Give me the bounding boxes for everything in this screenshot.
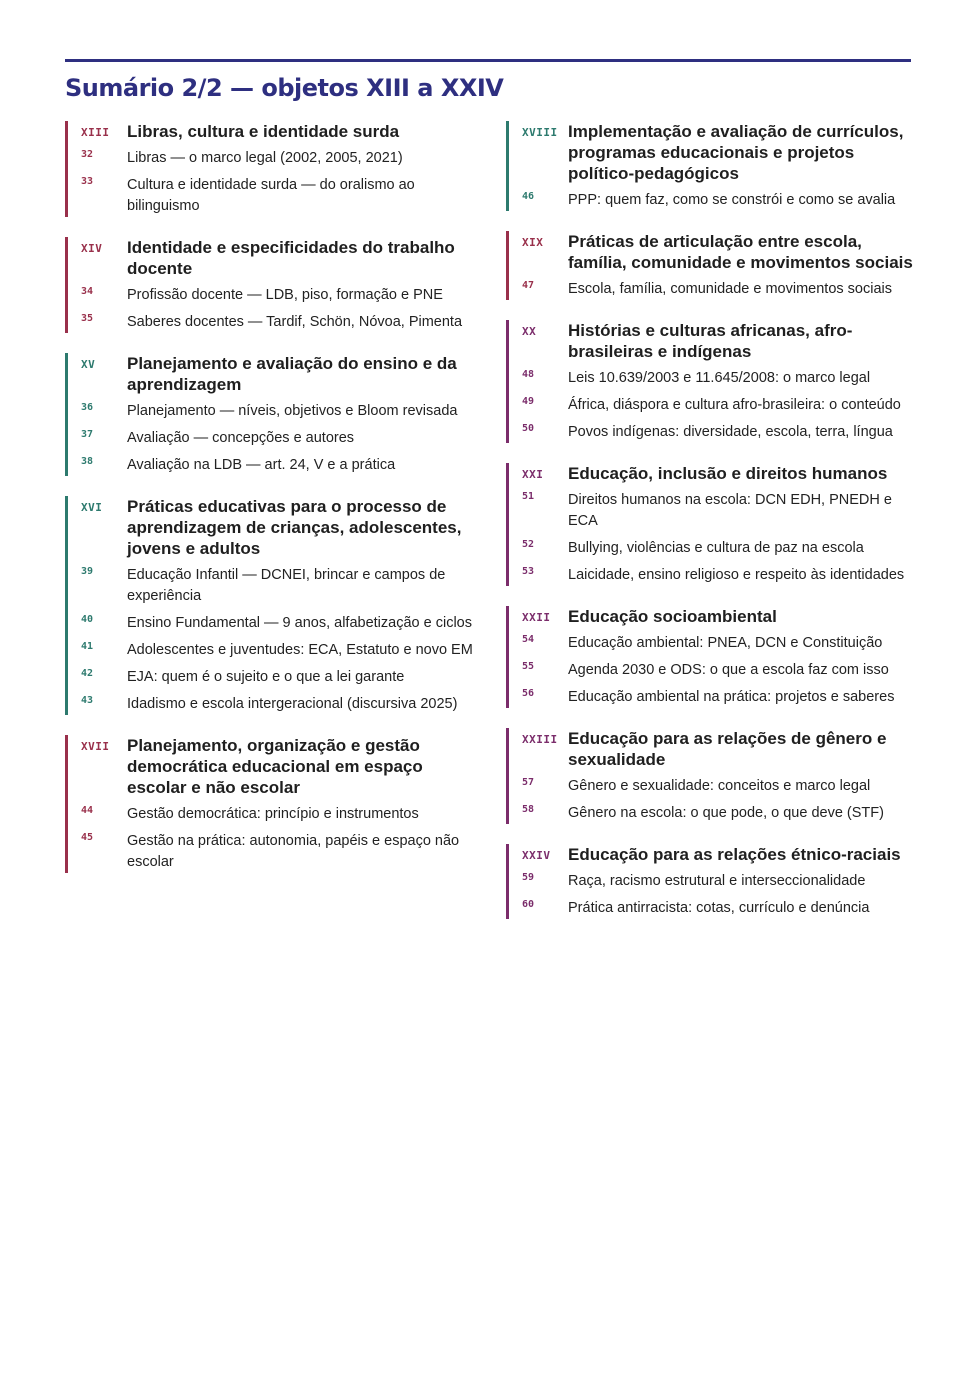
section-title: Educação para as relações étnico-raciais — [568, 845, 901, 864]
toc-section — [506, 231, 916, 300]
roman-numeral: XVI — [81, 501, 103, 514]
toc-item — [81, 401, 475, 422]
toc-item — [81, 613, 475, 634]
toc-section — [506, 606, 916, 708]
roman-numeral: XIII — [81, 126, 110, 139]
section-title: Libras, cultura e identidade surda — [127, 122, 400, 141]
section-header — [522, 463, 916, 484]
item-number: 51 — [522, 491, 535, 502]
item-number: 48 — [522, 369, 535, 380]
toc-item — [522, 368, 916, 389]
item-number: 34 — [81, 286, 94, 297]
item-number: 42 — [81, 668, 94, 679]
section-title: Educação socioambiental — [568, 607, 777, 626]
toc-item — [522, 565, 916, 586]
toc-item — [522, 660, 916, 681]
item-number: 57 — [522, 777, 535, 788]
toc-item — [81, 640, 475, 661]
roman-numeral: XXI — [522, 468, 544, 481]
top-rule — [65, 59, 911, 62]
toc-section — [506, 844, 916, 919]
roman-numeral: XVIII — [522, 126, 558, 139]
item-text: Libras — o marco legal (2002, 2005, 2021) — [127, 150, 403, 166]
item-number: 43 — [81, 695, 94, 706]
item-text: Profissão docente — LDB, piso, formação e PNE — [127, 287, 443, 303]
roman-numeral: XXII — [522, 611, 551, 624]
item-text: Agenda 2030 e ODS: o que a escola faz com isso — [568, 662, 889, 678]
toc-item — [81, 455, 475, 476]
item-number: 54 — [522, 634, 535, 645]
section-header — [81, 121, 475, 142]
item-number: 50 — [522, 423, 535, 434]
item-list — [522, 368, 916, 443]
toc-item — [81, 831, 475, 873]
item-text: Cultura e identidade surda — do oralismo ao bilinguismo — [127, 177, 415, 214]
toc-item — [522, 422, 916, 443]
toc-section — [506, 121, 916, 211]
toc-item — [522, 490, 916, 532]
item-number: 36 — [81, 402, 94, 413]
toc-item — [522, 279, 916, 300]
item-text: Avaliação na LDB — art. 24, V e a prática — [127, 457, 396, 473]
toc-section — [65, 353, 475, 476]
section-title: Planejamento e avaliação do ensino e da aprendizagem — [127, 354, 457, 394]
section-header — [81, 735, 475, 798]
item-text: PPP: quem faz, como se constrói e como se avalia — [568, 192, 896, 208]
toc-item — [81, 565, 475, 607]
item-number: 53 — [522, 566, 535, 577]
toc-item — [522, 395, 916, 416]
item-number: 33 — [81, 176, 94, 187]
item-number: 60 — [522, 899, 535, 910]
section-header — [81, 496, 475, 559]
item-text: EJA: quem é o sujeito e o que a lei garante — [127, 669, 405, 685]
item-text: Educação ambiental na prática: projetos e saberes — [568, 689, 895, 705]
toc-section — [65, 237, 475, 333]
item-number: 49 — [522, 396, 535, 407]
item-number: 58 — [522, 804, 535, 815]
toc-item — [81, 312, 475, 333]
item-list — [522, 776, 916, 824]
item-text: Avaliação — concepções e autores — [127, 430, 355, 446]
section-header — [81, 237, 475, 279]
toc-item — [522, 538, 916, 559]
item-list — [522, 190, 916, 211]
toc-item — [522, 633, 916, 654]
toc-item — [81, 694, 475, 715]
section-header — [522, 320, 916, 362]
item-text: Povos indígenas: diversidade, escola, terra, língua — [568, 424, 893, 440]
toc-item — [81, 175, 475, 217]
item-number: 45 — [81, 832, 94, 843]
item-text: Escola, família, comunidade e movimentos sociais — [568, 281, 892, 297]
section-title: Implementação e avaliação de currículos, programas educacionais e projetos político-pedagógicos — [568, 122, 904, 183]
roman-numeral: XXIV — [522, 849, 551, 862]
toc-section — [65, 735, 475, 873]
item-text: Gestão na prática: autonomia, papéis e espaço não escolar — [127, 833, 460, 870]
item-number: 44 — [81, 805, 94, 816]
toc-item — [81, 804, 475, 825]
item-text: Educação ambiental: PNEA, DCN e Constituição — [568, 635, 883, 651]
item-number: 38 — [81, 456, 94, 467]
item-list — [522, 490, 916, 586]
item-text: Ensino Fundamental — 9 anos, alfabetização e ciclos — [127, 615, 472, 631]
item-text: Adolescentes e juventudes: ECA, Estatuto e novo EM — [127, 642, 473, 658]
toc-item — [522, 190, 916, 211]
section-header — [522, 606, 916, 627]
section-header — [522, 844, 916, 865]
item-list — [522, 633, 916, 708]
item-number: 46 — [522, 191, 535, 202]
toc-item — [522, 898, 916, 919]
item-text: Planejamento — níveis, objetivos e Bloom revisada — [127, 403, 458, 419]
toc-item — [81, 285, 475, 306]
item-number: 59 — [522, 872, 535, 883]
item-text: África, diáspora e cultura afro-brasileira: o conteúdo — [568, 397, 901, 413]
item-list — [81, 285, 475, 333]
item-list — [522, 279, 916, 300]
item-text: Saberes docentes — Tardif, Schön, Nóvoa, Pimenta — [127, 314, 463, 330]
section-title: Práticas de articulação entre escola, família, comunidade e movimentos sociais — [568, 232, 913, 272]
toc-section — [65, 121, 475, 217]
roman-numeral: XV — [81, 358, 96, 371]
toc-item — [81, 148, 475, 169]
toc-item — [522, 687, 916, 708]
roman-numeral: XX — [522, 325, 537, 338]
item-text: Idadismo e escola intergeracional (discursiva 2025) — [127, 696, 458, 712]
item-number: 37 — [81, 429, 94, 440]
roman-numeral: XXIII — [522, 733, 558, 746]
item-number: 52 — [522, 539, 535, 550]
roman-numeral: XIV — [81, 242, 103, 255]
toc-item — [522, 776, 916, 797]
item-number: 40 — [81, 614, 94, 625]
section-title: Histórias e culturas africanas, afro-brasileiras e indígenas — [568, 321, 853, 361]
section-title: Educação, inclusão e direitos humanos — [568, 464, 888, 483]
item-text: Gestão democrática: princípio e instrumentos — [127, 806, 419, 822]
roman-numeral: XVII — [81, 740, 110, 753]
item-text: Raça, racismo estrutural e interseccionalidade — [568, 873, 866, 889]
item-list — [522, 871, 916, 919]
item-text: Gênero na escola: o que pode, o que deve (STF) — [568, 805, 884, 821]
section-header — [81, 353, 475, 395]
toc-item — [522, 803, 916, 824]
item-text: Bullying, violências e cultura de paz na escola — [568, 540, 864, 556]
item-list — [81, 148, 475, 217]
item-list — [81, 804, 475, 873]
section-title: Identidade e especificidades do trabalho docente — [127, 238, 455, 278]
item-number: 56 — [522, 688, 535, 699]
item-text: Direitos humanos na escola: DCN EDH, PNEDH e ECA — [568, 492, 892, 529]
right-column — [506, 121, 916, 919]
page-title: Sumário 2/2 — objetos XIII a XXIV — [65, 74, 504, 102]
item-number: 35 — [81, 313, 94, 324]
item-text: Prática antirracista: cotas, currículo e denúncia — [568, 900, 870, 916]
item-number: 47 — [522, 280, 535, 291]
toc-item — [81, 428, 475, 449]
item-number: 41 — [81, 641, 94, 652]
section-header — [522, 728, 916, 770]
item-number: 32 — [81, 149, 94, 160]
toc-section — [506, 463, 916, 586]
item-list — [81, 565, 475, 715]
item-text: Gênero e sexualidade: conceitos e marco legal — [568, 778, 871, 794]
toc-section — [506, 728, 916, 824]
item-text: Laicidade, ensino religioso e respeito às identidades — [568, 567, 905, 583]
section-title: Planejamento, organização e gestão democrática educacional em espaço escolar e não escolar — [127, 736, 423, 797]
roman-numeral: XIX — [522, 236, 544, 249]
left-column — [65, 121, 475, 873]
toc-item — [522, 871, 916, 892]
item-text: Educação Infantil — DCNEI, brincar e campos de experiência — [127, 567, 446, 604]
item-text: Leis 10.639/2003 e 11.645/2008: o marco legal — [568, 370, 871, 386]
toc-section — [506, 320, 916, 443]
toc-item — [81, 667, 475, 688]
section-header — [522, 231, 916, 273]
item-list — [81, 401, 475, 476]
item-number: 55 — [522, 661, 535, 672]
toc-section — [65, 496, 475, 715]
section-header — [522, 121, 916, 184]
item-number: 39 — [81, 566, 94, 577]
section-title: Práticas educativas para o processo de aprendizagem de crianças, adolescentes, jovens e adultos — [127, 497, 462, 558]
section-title: Educação para as relações de gênero e sexualidade — [568, 729, 887, 769]
